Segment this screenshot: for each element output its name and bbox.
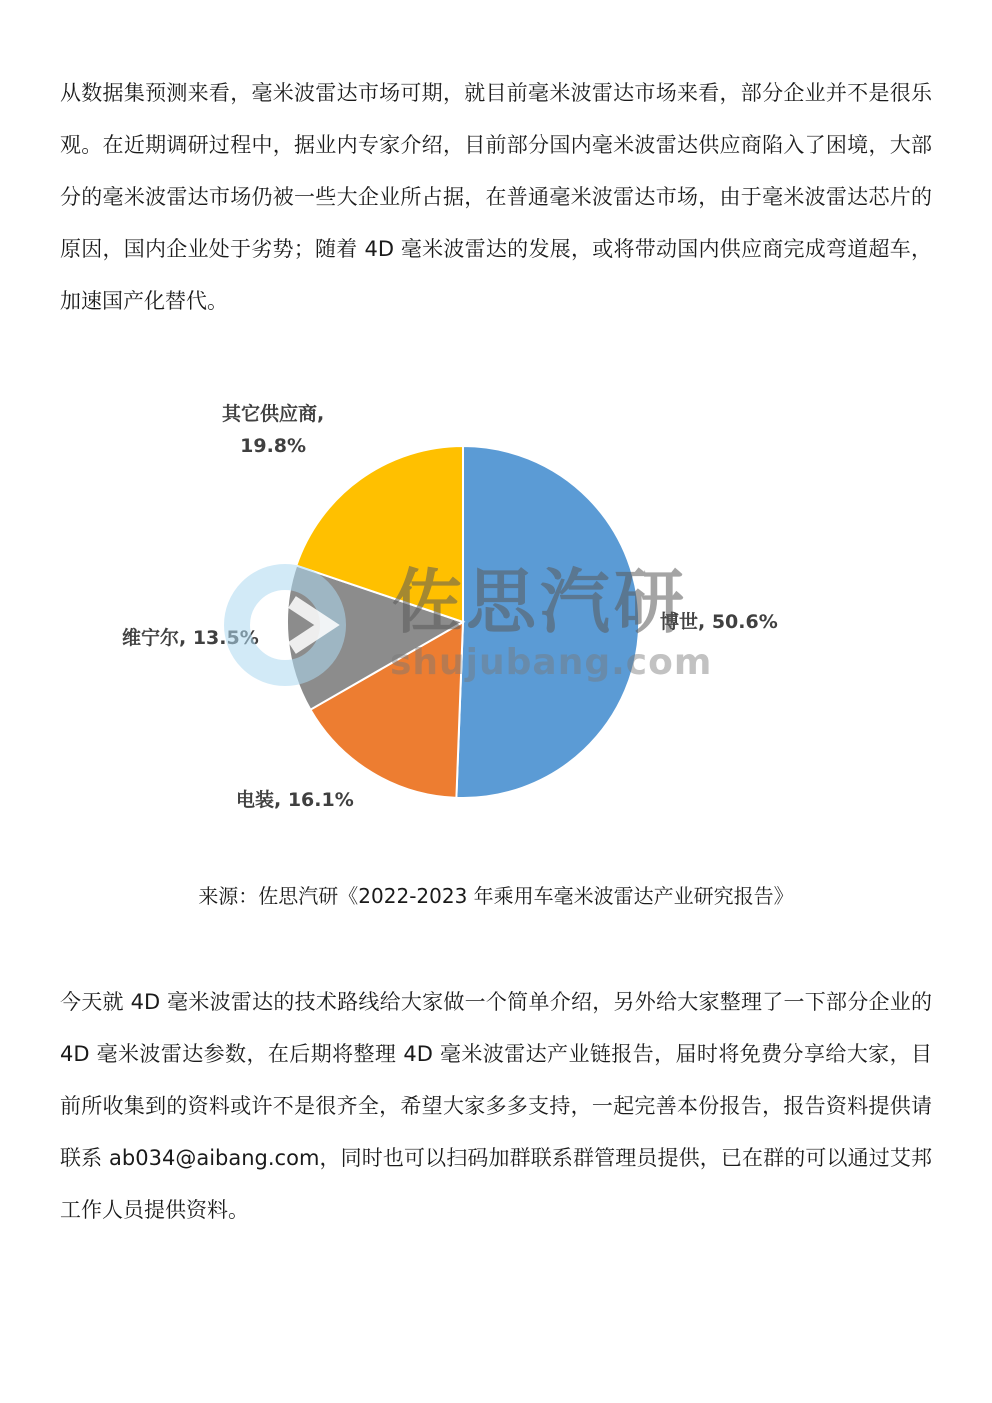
pie-label-denso-text: 电装, 16.1%: [236, 789, 354, 811]
intro-paragraph: 从数据集预测来看，毫米波雷达市场可期，就目前毫米波雷达市场来看，部分企业并不是很乐观。在近期调研过程中，据业内专家介绍，目前部分国内毫米波雷达供应商陷入了困境，大部分的毫米波雷达市场仍被一些大企业所占据，在普通毫米波雷达市场，由于毫米波雷达芯片的原因，国内企业处于劣势；随着 4D 毫米波雷达的发展，或将带动国内供应商完成弯道超车，加速国产化替代。: [60, 81, 932, 313]
info-paragraph: 今天就 4D 毫米波雷达的技术路线给大家做一个简单介绍，另外给大家整理了一下部分企业的 4D 毫米波雷达参数，在后期将整理 4D 毫米波雷达产业链报告，届时将免费分享给大家，目前所收集到的资料或许不是很齐全，希望大家多多支持，一起完善本份报告，报告资料提供请联系 ab034@aibang.com，同时也可以扫码加群联系群管理员提供，已在群的可以通过艾邦工作人员提供资料。: [60, 990, 932, 1222]
chart-source-caption: 来源：佐思汽研《2022-2023 年乘用车毫米波雷达产业研究报告》: [198, 884, 794, 908]
pie-label-others: [222, 398, 324, 462]
pie-label-denso: [236, 784, 354, 816]
pie-label-veoneer-text: 维宁尔, 13.5%: [122, 627, 259, 649]
pie-label-veoneer: [122, 622, 259, 654]
watermark-url: shujubang.com: [390, 642, 713, 683]
pie-label-others-value: 19.8%: [240, 435, 307, 457]
pie-label-others-name: 其它供应商,: [222, 403, 325, 425]
pie-chart: [0, 380, 992, 840]
pie-chart-svg: [0, 380, 992, 840]
pie-label-bosch: [660, 606, 778, 638]
pie-slice-bosch: [456, 446, 639, 798]
watermark-title: 佐思汽研: [392, 561, 688, 643]
pie-label-bosch-text: 博世, 50.6%: [660, 611, 778, 633]
